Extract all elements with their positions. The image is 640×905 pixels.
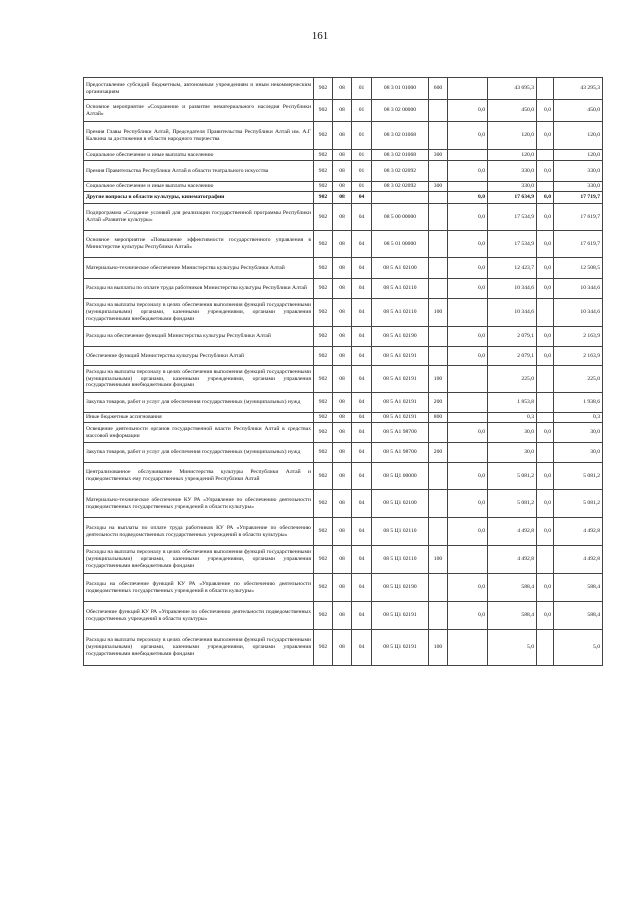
table-row [84, 231, 603, 258]
row-name: Расходы на выплаты персоналу в целях обеспечения выполнения функций государственными (муниципальными) органами, казенными учреждениями, органами управления государственными внебюджетными фондами [84, 630, 314, 666]
row-subsection-code: 04 [352, 423, 372, 443]
table-row [84, 100, 603, 122]
table-row [84, 347, 603, 366]
table-row [84, 546, 603, 574]
row-value-4: 588,4 [554, 602, 603, 630]
row-expense-type: 100 [429, 366, 448, 393]
row-target-article: 08 5 А1 02190 [372, 327, 429, 347]
row-expense-type [429, 161, 448, 182]
row-value-3: 0,0 [537, 518, 554, 546]
row-expense-type [429, 327, 448, 347]
row-target-article: 08 3 02 02092 [372, 161, 429, 182]
row-expense-type [429, 347, 448, 366]
row-value-2: 17 634,9 [488, 192, 537, 204]
row-value-3: 0,0 [537, 258, 554, 279]
table-row [84, 630, 603, 666]
row-ministry-code: 902 [314, 192, 333, 204]
row-value-1: 0,0 [448, 161, 488, 182]
row-ministry-code: 902 [314, 393, 333, 413]
row-section-code: 08 [333, 100, 352, 122]
row-value-1: 0,0 [448, 463, 488, 490]
row-expense-type [429, 258, 448, 279]
row-name: Расходы на выплаты по оплате труда работников КУ РА «Управление по обеспечению деятельности подведомственных государственных учреждений в области культуры» [84, 518, 314, 546]
row-name: Премия Правительства Республики Алтай в области театрального искусства [84, 161, 314, 182]
row-value-2: 330,0 [488, 182, 537, 192]
row-section-code: 08 [333, 161, 352, 182]
row-value-3 [537, 630, 554, 666]
row-name: Расходы на выплаты персоналу в целях обеспечения выполнения функций государственными (муниципальными) органами, казенными учреждениями, органами управления государственными внебюджетными фондами [84, 299, 314, 327]
row-value-4: 10 344,6 [554, 279, 603, 299]
row-expense-type: 800 [429, 413, 448, 423]
row-subsection-code: 01 [352, 100, 372, 122]
row-expense-type: 200 [429, 393, 448, 413]
row-target-article: 08 5 А1 02191 [372, 347, 429, 366]
row-subsection-code: 04 [352, 463, 372, 490]
row-section-code: 08 [333, 78, 352, 100]
row-section-code: 08 [333, 192, 352, 204]
row-value-2: 2 079,1 [488, 327, 537, 347]
row-section-code: 08 [333, 393, 352, 413]
row-value-2: 30,0 [488, 443, 537, 463]
row-value-3 [537, 366, 554, 393]
row-target-article: 08 5 А1 02191 [372, 366, 429, 393]
row-value-1: 0,0 [448, 518, 488, 546]
row-subsection-code: 01 [352, 122, 372, 150]
row-subsection-code: 04 [352, 299, 372, 327]
row-section-code: 08 [333, 630, 352, 666]
row-target-article: 08 5 Ц1 02190 [372, 574, 429, 602]
row-value-4: 30,0 [554, 423, 603, 443]
row-ministry-code: 902 [314, 299, 333, 327]
row-value-1: 0,0 [448, 258, 488, 279]
row-value-1: 0,0 [448, 347, 488, 366]
row-value-3 [537, 546, 554, 574]
row-expense-type [429, 602, 448, 630]
row-name: Расходы на обеспечение функций Министерства культуры Республики Алтай [84, 327, 314, 347]
row-section-code: 08 [333, 423, 352, 443]
row-subsection-code: 04 [352, 258, 372, 279]
row-value-2: 450,0 [488, 100, 537, 122]
row-value-1 [448, 150, 488, 161]
table-row [84, 518, 603, 546]
row-section-code: 08 [333, 299, 352, 327]
row-name: Расходы на выплаты по оплате труда работников Министерства культуры Республики Алтай [84, 279, 314, 299]
row-value-1: 0,0 [448, 192, 488, 204]
row-value-2: 5 081,2 [488, 490, 537, 518]
row-value-4: 2 163,9 [554, 347, 603, 366]
row-value-4: 43 295,3 [554, 78, 603, 100]
row-value-2: 225,0 [488, 366, 537, 393]
row-section-code: 08 [333, 347, 352, 366]
row-ministry-code: 902 [314, 258, 333, 279]
row-value-1 [448, 78, 488, 100]
row-ministry-code: 902 [314, 150, 333, 161]
row-value-3: 0,0 [537, 122, 554, 150]
row-ministry-code: 902 [314, 182, 333, 192]
row-value-2: 2 079,1 [488, 347, 537, 366]
row-value-4: 4 492,8 [554, 546, 603, 574]
row-subsection-code: 01 [352, 150, 372, 161]
row-value-3 [537, 413, 554, 423]
row-name: Материально-техническое обеспечение КУ РА «Управление по обеспечению деятельности подведомственных государственных учреждений в области культуры» [84, 490, 314, 518]
table-body [84, 78, 603, 666]
row-value-2: 588,4 [488, 574, 537, 602]
row-ministry-code: 902 [314, 546, 333, 574]
row-target-article: 08 5 Ц1 02100 [372, 490, 429, 518]
row-value-1: 0,0 [448, 574, 488, 602]
row-ministry-code: 902 [314, 100, 333, 122]
row-value-3: 0,0 [537, 161, 554, 182]
row-value-1 [448, 630, 488, 666]
row-ministry-code: 902 [314, 204, 333, 231]
row-target-article: 08 5 А1 98700 [372, 423, 429, 443]
row-value-4: 2 163,9 [554, 327, 603, 347]
row-value-4: 4 492,8 [554, 518, 603, 546]
row-ministry-code: 902 [314, 443, 333, 463]
row-ministry-code: 902 [314, 279, 333, 299]
row-value-1 [448, 182, 488, 192]
row-expense-type [429, 490, 448, 518]
row-value-3 [537, 299, 554, 327]
row-subsection-code: 04 [352, 602, 372, 630]
row-value-3: 0,0 [537, 204, 554, 231]
row-subsection-code: 01 [352, 161, 372, 182]
row-ministry-code: 902 [314, 366, 333, 393]
row-value-3: 0,0 [537, 423, 554, 443]
row-subsection-code: 04 [352, 231, 372, 258]
row-value-1: 0,0 [448, 423, 488, 443]
row-value-4: 17 619,7 [554, 231, 603, 258]
row-subsection-code: 04 [352, 279, 372, 299]
row-section-code: 08 [333, 182, 352, 192]
row-ministry-code: 902 [314, 463, 333, 490]
row-ministry-code: 902 [314, 518, 333, 546]
row-value-4: 450,0 [554, 100, 603, 122]
row-section-code: 08 [333, 279, 352, 299]
row-value-3 [537, 150, 554, 161]
row-target-article: 08 3 02 02092 [372, 182, 429, 192]
row-value-4: 1 938,6 [554, 393, 603, 413]
row-name: Иные бюджетные ассигнования [84, 413, 314, 423]
row-section-code: 08 [333, 546, 352, 574]
table-row [84, 122, 603, 150]
row-value-4: 5 081,2 [554, 463, 603, 490]
table-row [84, 279, 603, 299]
row-section-code: 08 [333, 231, 352, 258]
row-section-code: 08 [333, 204, 352, 231]
row-name: Расходы на обеспечение функций КУ РА «Управление по обеспечению деятельности подведомственных государственных учреждений в области культуры» [84, 574, 314, 602]
row-target-article: 08 5 Ц1 02191 [372, 602, 429, 630]
row-value-4: 10 344,6 [554, 299, 603, 327]
row-value-1 [448, 546, 488, 574]
row-value-1 [448, 366, 488, 393]
row-subsection-code: 04 [352, 347, 372, 366]
row-ministry-code: 902 [314, 347, 333, 366]
row-ministry-code: 902 [314, 78, 333, 100]
row-value-4: 17 619,7 [554, 204, 603, 231]
table-row [84, 258, 603, 279]
row-target-article: 08 3 02 01068 [372, 122, 429, 150]
row-value-4: 5 081,2 [554, 490, 603, 518]
row-name: Расходы на выплаты персоналу в целях обеспечения выполнения функций государственными (муниципальными) органами, казенными учреждениями, органами управления государственными внебюджетными фондами [84, 546, 314, 574]
row-value-3: 0,0 [537, 327, 554, 347]
page-number: 161 [311, 30, 329, 42]
row-expense-type [429, 518, 448, 546]
row-expense-type [429, 204, 448, 231]
row-value-4: 0,3 [554, 413, 603, 423]
row-subsection-code: 01 [352, 182, 372, 192]
row-expense-type [429, 192, 448, 204]
row-value-1 [448, 299, 488, 327]
row-value-1: 0,0 [448, 279, 488, 299]
table-row [84, 327, 603, 347]
row-subsection-code: 04 [352, 490, 372, 518]
row-value-3: 0,0 [537, 602, 554, 630]
row-target-article: 08 5 Ц1 00000 [372, 463, 429, 490]
row-ministry-code: 902 [314, 423, 333, 443]
row-value-4: 5,0 [554, 630, 603, 666]
row-value-2: 4 492,8 [488, 518, 537, 546]
row-expense-type: 600 [429, 78, 448, 100]
row-name: Централизованное обслуживание Министерства культуры Республики Алтай и подведомственных ему государственных учреждений Республики Алтай [84, 463, 314, 490]
row-value-2: 30,0 [488, 423, 537, 443]
row-value-2: 120,0 [488, 150, 537, 161]
row-value-3: 0,0 [537, 574, 554, 602]
row-section-code: 08 [333, 413, 352, 423]
row-value-4: 120,0 [554, 122, 603, 150]
row-subsection-code: 04 [352, 327, 372, 347]
row-value-2: 17 534,9 [488, 204, 537, 231]
row-value-4: 588,4 [554, 574, 603, 602]
row-target-article: 08 5 А1 02110 [372, 279, 429, 299]
table-row [84, 463, 603, 490]
row-name: Предоставление субсидий бюджетным, автономным учреждениям и иным некоммерческим организациям [84, 78, 314, 100]
row-value-3: 0,0 [537, 192, 554, 204]
row-value-1 [448, 413, 488, 423]
row-value-1: 0,0 [448, 602, 488, 630]
row-value-4: 330,0 [554, 161, 603, 182]
row-value-3 [537, 443, 554, 463]
row-ministry-code: 902 [314, 602, 333, 630]
row-section-code: 08 [333, 574, 352, 602]
row-value-3: 0,0 [537, 231, 554, 258]
row-expense-type [429, 122, 448, 150]
table-row [84, 366, 603, 393]
row-section-code: 08 [333, 366, 352, 393]
row-ministry-code: 902 [314, 327, 333, 347]
row-value-2: 330,0 [488, 161, 537, 182]
row-value-2: 1 853,8 [488, 393, 537, 413]
row-expense-type [429, 574, 448, 602]
row-value-2: 0,3 [488, 413, 537, 423]
row-section-code: 08 [333, 602, 352, 630]
row-value-3: 0,0 [537, 463, 554, 490]
row-name: Обеспечение функций Министерства культуры Республики Алтай [84, 347, 314, 366]
table-row [84, 574, 603, 602]
row-section-code: 08 [333, 443, 352, 463]
row-subsection-code: 04 [352, 204, 372, 231]
row-value-1: 0,0 [448, 327, 488, 347]
row-subsection-code: 04 [352, 518, 372, 546]
table-row [84, 413, 603, 423]
row-section-code: 08 [333, 258, 352, 279]
row-value-4: 225,0 [554, 366, 603, 393]
row-target-article: 08 3 01 01000 [372, 78, 429, 100]
row-value-2: 43 695,3 [488, 78, 537, 100]
row-value-2: 17 534,9 [488, 231, 537, 258]
row-subsection-code: 04 [352, 574, 372, 602]
row-value-2: 120,0 [488, 122, 537, 150]
row-name: Материально-техническое обеспечение Министерства культуры Республики Алтай [84, 258, 314, 279]
row-name: Освещение деятельности органов государственной власти Республики Алтай в средствах массовой информации [84, 423, 314, 443]
row-value-2: 5,0 [488, 630, 537, 666]
row-name: Премия Главы Республики Алтай, Председателя Правительства Республики Алтай им. А.Г Калкина за достижения в области народного творчества [84, 122, 314, 150]
row-value-1: 0,0 [448, 231, 488, 258]
row-expense-type [429, 231, 448, 258]
row-name: Закупка товаров, работ и услуг для обеспечения государственных (муниципальных) нужд [84, 393, 314, 413]
row-section-code: 08 [333, 150, 352, 161]
row-name: Другие вопросы в области культуры, кинематографии [84, 192, 314, 204]
row-ministry-code: 902 [314, 122, 333, 150]
row-section-code: 08 [333, 518, 352, 546]
row-ministry-code: 902 [314, 630, 333, 666]
row-section-code: 08 [333, 327, 352, 347]
row-value-1: 0,0 [448, 122, 488, 150]
row-value-3 [537, 78, 554, 100]
table-row [84, 161, 603, 182]
row-value-3 [537, 393, 554, 413]
row-expense-type [429, 423, 448, 443]
row-target-article: 08 5 А1 02100 [372, 258, 429, 279]
row-value-3: 0,0 [537, 347, 554, 366]
row-name: Расходы на выплаты персоналу в целях обеспечения выполнения функций государственными (муниципальными) органами, казенными учреждениями, органами управления государственными внебюджетными фондами [84, 366, 314, 393]
row-value-2: 4 492,8 [488, 546, 537, 574]
table-row [84, 393, 603, 413]
row-ministry-code: 902 [314, 574, 333, 602]
row-value-3: 0,0 [537, 490, 554, 518]
row-ministry-code: 902 [314, 490, 333, 518]
row-value-2: 10 344,6 [488, 299, 537, 327]
row-value-4: 120,0 [554, 150, 603, 161]
row-value-4: 17 719,7 [554, 192, 603, 204]
row-expense-type [429, 463, 448, 490]
row-subsection-code: 04 [352, 393, 372, 413]
row-expense-type: 300 [429, 150, 448, 161]
row-subsection-code: 04 [352, 443, 372, 463]
row-target-article: 08 5 01 00000 [372, 231, 429, 258]
row-expense-type: 100 [429, 299, 448, 327]
row-section-code: 08 [333, 490, 352, 518]
row-ministry-code: 902 [314, 161, 333, 182]
row-target-article: 08 3 02 00000 [372, 100, 429, 122]
row-name: Основное мероприятие «Повышение эффективности государственного управления в Министерстве культуры Республики Алтай» [84, 231, 314, 258]
row-target-article: 08 5 Ц1 02110 [372, 546, 429, 574]
row-expense-type: 200 [429, 443, 448, 463]
row-value-2: 12 423,7 [488, 258, 537, 279]
row-name: Обеспечение функций КУ РА «Управление по обеспечению деятельности подведомственных государственных учреждений в области культуры» [84, 602, 314, 630]
table-row [84, 78, 603, 100]
table-row [84, 490, 603, 518]
row-expense-type: 300 [429, 182, 448, 192]
row-subsection-code: 04 [352, 630, 372, 666]
row-value-3: 0,0 [537, 279, 554, 299]
row-subsection-code: 04 [352, 192, 372, 204]
row-subsection-code: 01 [352, 78, 372, 100]
table-row [84, 192, 603, 204]
budget-table [83, 77, 603, 666]
row-section-code: 08 [333, 463, 352, 490]
row-target-article: 08 5 Ц1 02110 [372, 518, 429, 546]
row-target-article: 08 5 А1 98700 [372, 443, 429, 463]
table-row [84, 443, 603, 463]
row-section-code: 08 [333, 122, 352, 150]
row-name: Социальное обеспечение и иные выплаты населению [84, 150, 314, 161]
row-subsection-code: 04 [352, 546, 372, 574]
row-value-3: 0,0 [537, 100, 554, 122]
row-value-2: 5 081,2 [488, 463, 537, 490]
row-target-article: 08 5 А1 02191 [372, 393, 429, 413]
table-row [84, 423, 603, 443]
row-ministry-code: 902 [314, 231, 333, 258]
table-row [84, 182, 603, 192]
row-target-article [372, 192, 429, 204]
table-row [84, 204, 603, 231]
table-row [84, 150, 603, 161]
row-target-article: 08 3 02 01068 [372, 150, 429, 161]
row-expense-type: 100 [429, 630, 448, 666]
row-expense-type [429, 279, 448, 299]
row-name: Подпрограмма «Создание условий для реализации государственной программы Республики Алтай «Развитие культуры» [84, 204, 314, 231]
row-value-1: 0,0 [448, 100, 488, 122]
table-row [84, 602, 603, 630]
row-value-4: 330,0 [554, 182, 603, 192]
row-value-1 [448, 443, 488, 463]
row-expense-type [429, 100, 448, 122]
row-target-article: 08 5 Ц1 02191 [372, 630, 429, 666]
row-value-2: 588,4 [488, 602, 537, 630]
row-value-4: 12 508,5 [554, 258, 603, 279]
row-value-1: 0,0 [448, 490, 488, 518]
row-target-article: 08 5 А1 02191 [372, 413, 429, 423]
row-value-4: 30,0 [554, 443, 603, 463]
row-ministry-code: 902 [314, 413, 333, 423]
row-expense-type: 100 [429, 546, 448, 574]
row-target-article: 08 5 А1 02110 [372, 299, 429, 327]
row-value-3 [537, 182, 554, 192]
row-value-1: 0,0 [448, 204, 488, 231]
row-value-2: 10 344,6 [488, 279, 537, 299]
row-name: Закупка товаров, работ и услуг для обеспечения государственных (муниципальных) нужд [84, 443, 314, 463]
table-row [84, 299, 603, 327]
row-name: Социальное обеспечение и иные выплаты населению [84, 182, 314, 192]
row-subsection-code: 04 [352, 413, 372, 423]
row-target-article: 08 5 00 00000 [372, 204, 429, 231]
row-value-1 [448, 393, 488, 413]
row-subsection-code: 04 [352, 366, 372, 393]
row-name: Основное мероприятие «Сохранение и развитие нематериального наследия Республики Алтай» [84, 100, 314, 122]
